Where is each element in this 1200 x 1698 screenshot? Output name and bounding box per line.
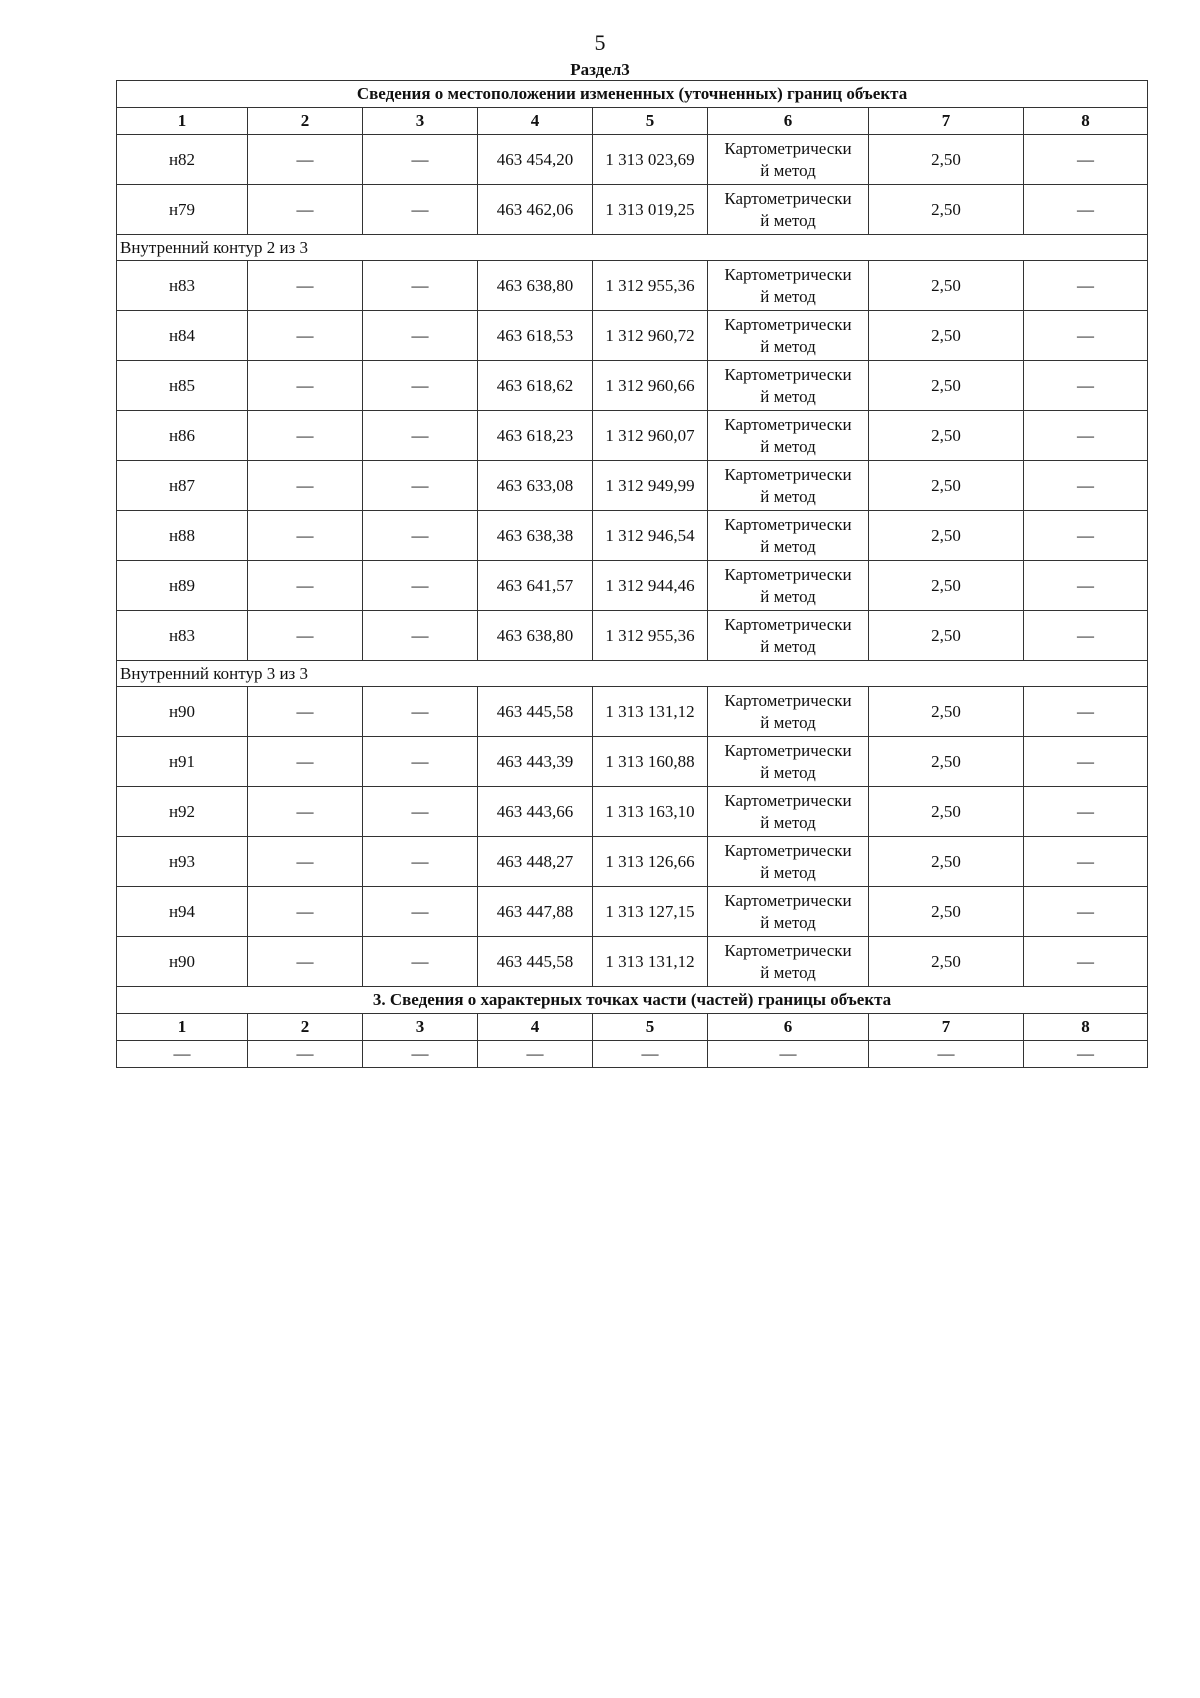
- column-8-cell: —: [1024, 411, 1148, 461]
- table-row: [117, 611, 1148, 661]
- point-name-cell: н84: [117, 311, 248, 361]
- y-coordinate-cell: 1 312 960,72: [593, 311, 708, 361]
- point-name-cell: н83: [117, 261, 248, 311]
- column-8-cell: —: [1024, 687, 1148, 737]
- method-text-line-1: Картометрически: [724, 690, 852, 710]
- y-coordinate-cell: 1 312 946,54: [593, 511, 708, 561]
- column-8-cell: —: [1024, 361, 1148, 411]
- method-text-line-1: Картометрически: [724, 138, 852, 158]
- column-2-cell: —: [248, 135, 363, 185]
- point-name-cell: н86: [117, 411, 248, 461]
- table-2-header-row: [117, 1014, 1148, 1041]
- column-8-cell: —: [1024, 135, 1148, 185]
- method-cell: [708, 461, 869, 511]
- column-8-cell: —: [1024, 737, 1148, 787]
- column-2-cell: —: [248, 937, 363, 987]
- column-3-cell: —: [363, 135, 478, 185]
- method-text-line-2: й метод: [760, 636, 816, 656]
- empty-cell: —: [593, 1041, 708, 1068]
- column-3-cell: —: [363, 787, 478, 837]
- x-coordinate-cell: 463 445,58: [478, 687, 593, 737]
- table-row: [117, 937, 1148, 987]
- column-2-cell: —: [248, 837, 363, 887]
- x-coordinate-cell: 463 618,53: [478, 311, 593, 361]
- method-text-line-2: й метод: [760, 912, 816, 932]
- method-cell: [708, 737, 869, 787]
- point-name-cell: н87: [117, 461, 248, 511]
- method-text-line-1: Картометрически: [724, 890, 852, 910]
- x-coordinate-cell: 463 462,06: [478, 185, 593, 235]
- method-text-line-2: й метод: [760, 160, 816, 180]
- page-number: 5: [594, 30, 606, 55]
- accuracy-cell: 2,50: [869, 611, 1024, 661]
- column-8-cell: —: [1024, 837, 1148, 887]
- method-text-line-1: Картометрически: [724, 940, 852, 960]
- column-header: 3: [363, 1014, 478, 1041]
- column-header: 7: [869, 1014, 1024, 1041]
- y-coordinate-cell: 1 313 126,66: [593, 837, 708, 887]
- x-coordinate-cell: 463 448,27: [478, 837, 593, 887]
- column-3-cell: —: [363, 511, 478, 561]
- empty-cell: —: [1024, 1041, 1148, 1068]
- method-text-line-1: Картометрически: [724, 264, 852, 284]
- x-coordinate-cell: 463 443,39: [478, 737, 593, 787]
- method-text-line-1: Картометрически: [724, 188, 852, 208]
- table-body: [117, 81, 1148, 1068]
- accuracy-cell: 2,50: [869, 787, 1024, 837]
- column-3-cell: —: [363, 361, 478, 411]
- column-8-cell: —: [1024, 185, 1148, 235]
- table-row: [117, 361, 1148, 411]
- method-text-line-1: Картометрически: [724, 564, 852, 584]
- column-header: 8: [1024, 108, 1148, 135]
- point-name-cell: н94: [117, 887, 248, 937]
- method-text-line-2: й метод: [760, 536, 816, 556]
- method-text-line-2: й метод: [760, 486, 816, 506]
- method-text-line-1: Картометрически: [724, 514, 852, 534]
- column-2-cell: —: [248, 261, 363, 311]
- method-cell: [708, 837, 869, 887]
- table-row: [117, 411, 1148, 461]
- accuracy-cell: 2,50: [869, 837, 1024, 887]
- accuracy-cell: 2,50: [869, 687, 1024, 737]
- column-2-cell: —: [248, 561, 363, 611]
- column-2-cell: —: [248, 361, 363, 411]
- table-2-title-cell: 3. Сведения о характерных точках части (частей) границы объекта: [117, 987, 1148, 1014]
- contour-2-row-label: Внутренний контур 2 из 3: [117, 235, 1148, 261]
- column-8-cell: —: [1024, 311, 1148, 361]
- method-text-line-1: Картометрически: [724, 614, 852, 634]
- point-name-cell: н89: [117, 561, 248, 611]
- method-text-line-2: й метод: [760, 812, 816, 832]
- contour-3-row: [117, 661, 1148, 687]
- table-2-title: [117, 987, 1148, 1014]
- column-8-cell: —: [1024, 611, 1148, 661]
- point-name-cell: н90: [117, 937, 248, 987]
- table-1-title: [117, 81, 1148, 108]
- method-text-line-1: Картометрически: [724, 414, 852, 434]
- table-row: [117, 185, 1148, 235]
- method-text-line-2: й метод: [760, 586, 816, 606]
- column-2-cell: —: [248, 887, 363, 937]
- column-2-cell: —: [248, 511, 363, 561]
- method-cell: [708, 687, 869, 737]
- method-text-line-2: й метод: [760, 286, 816, 306]
- column-2-cell: —: [248, 687, 363, 737]
- method-cell: [708, 361, 869, 411]
- column-header: 6: [708, 108, 869, 135]
- column-3-cell: —: [363, 311, 478, 361]
- column-3-cell: —: [363, 461, 478, 511]
- column-header: 1: [117, 108, 248, 135]
- y-coordinate-cell: 1 313 127,15: [593, 887, 708, 937]
- column-header: 1: [117, 1014, 248, 1041]
- column-8-cell: —: [1024, 461, 1148, 511]
- accuracy-cell: 2,50: [869, 737, 1024, 787]
- method-cell: [708, 937, 869, 987]
- table-row: [117, 311, 1148, 361]
- accuracy-cell: 2,50: [869, 937, 1024, 987]
- x-coordinate-cell: 463 445,58: [478, 937, 593, 987]
- method-cell: [708, 311, 869, 361]
- x-coordinate-cell: 463 443,66: [478, 787, 593, 837]
- accuracy-cell: 2,50: [869, 361, 1024, 411]
- column-2-cell: —: [248, 611, 363, 661]
- point-name-cell: н92: [117, 787, 248, 837]
- method-cell: [708, 787, 869, 837]
- column-header: 8: [1024, 1014, 1148, 1041]
- accuracy-cell: 2,50: [869, 261, 1024, 311]
- empty-cell: —: [869, 1041, 1024, 1068]
- y-coordinate-cell: 1 313 019,25: [593, 185, 708, 235]
- column-header: 2: [248, 108, 363, 135]
- method-cell: [708, 511, 869, 561]
- y-coordinate-cell: 1 313 163,10: [593, 787, 708, 837]
- accuracy-cell: 2,50: [869, 185, 1024, 235]
- y-coordinate-cell: 1 312 955,36: [593, 261, 708, 311]
- y-coordinate-cell: 1 312 949,99: [593, 461, 708, 511]
- column-header: 2: [248, 1014, 363, 1041]
- method-text-line-1: Картометрически: [724, 464, 852, 484]
- empty-cell: —: [478, 1041, 593, 1068]
- column-header: 7: [869, 108, 1024, 135]
- accuracy-cell: 2,50: [869, 135, 1024, 185]
- method-cell: [708, 185, 869, 235]
- column-2-cell: —: [248, 461, 363, 511]
- contour-2-row: [117, 235, 1148, 261]
- table-row: [117, 561, 1148, 611]
- table-row: [117, 135, 1148, 185]
- column-8-cell: —: [1024, 511, 1148, 561]
- point-name-cell: н91: [117, 737, 248, 787]
- column-8-cell: —: [1024, 937, 1148, 987]
- x-coordinate-cell: 463 638,80: [478, 611, 593, 661]
- table-row: [117, 511, 1148, 561]
- method-cell: [708, 887, 869, 937]
- method-cell: [708, 411, 869, 461]
- point-name-cell: н88: [117, 511, 248, 561]
- accuracy-cell: 2,50: [869, 561, 1024, 611]
- column-3-cell: —: [363, 411, 478, 461]
- x-coordinate-cell: 463 447,88: [478, 887, 593, 937]
- column-8-cell: —: [1024, 561, 1148, 611]
- table-row: [117, 787, 1148, 837]
- method-text-line-2: й метод: [760, 336, 816, 356]
- table-1-title-cell: Сведения о местоположении измененных (уточненных) границ объекта: [117, 81, 1148, 108]
- table-row: [117, 837, 1148, 887]
- column-header: 5: [593, 1014, 708, 1041]
- method-text-line-1: Картометрически: [724, 840, 852, 860]
- column-header: 4: [478, 108, 593, 135]
- table-row: [117, 261, 1148, 311]
- y-coordinate-cell: 1 313 131,12: [593, 687, 708, 737]
- column-2-cell: —: [248, 185, 363, 235]
- point-name-cell: н79: [117, 185, 248, 235]
- empty-cell: —: [117, 1041, 248, 1068]
- column-header: 4: [478, 1014, 593, 1041]
- column-3-cell: —: [363, 611, 478, 661]
- method-text-line-2: й метод: [760, 712, 816, 732]
- x-coordinate-cell: 463 618,62: [478, 361, 593, 411]
- y-coordinate-cell: 1 312 960,66: [593, 361, 708, 411]
- table-row: [117, 461, 1148, 511]
- column-8-cell: —: [1024, 787, 1148, 837]
- method-text-line-2: й метод: [760, 762, 816, 782]
- table-row: [117, 737, 1148, 787]
- column-8-cell: —: [1024, 261, 1148, 311]
- table-row: [117, 887, 1148, 937]
- method-text-line-2: й метод: [760, 862, 816, 882]
- contour-3-row-label: Внутренний контур 3 из 3: [117, 661, 1148, 687]
- x-coordinate-cell: 463 618,23: [478, 411, 593, 461]
- point-name-cell: н85: [117, 361, 248, 411]
- x-coordinate-cell: 463 641,57: [478, 561, 593, 611]
- method-cell: [708, 261, 869, 311]
- column-3-cell: —: [363, 561, 478, 611]
- x-coordinate-cell: 463 633,08: [478, 461, 593, 511]
- column-header: 3: [363, 108, 478, 135]
- method-text-line-2: й метод: [760, 436, 816, 456]
- column-3-cell: —: [363, 837, 478, 887]
- accuracy-cell: 2,50: [869, 411, 1024, 461]
- x-coordinate-cell: 463 638,80: [478, 261, 593, 311]
- y-coordinate-cell: 1 312 955,36: [593, 611, 708, 661]
- accuracy-cell: 2,50: [869, 461, 1024, 511]
- column-2-cell: —: [248, 787, 363, 837]
- method-cell: [708, 561, 869, 611]
- column-3-cell: —: [363, 887, 478, 937]
- method-text-line-1: Картометрически: [724, 314, 852, 334]
- method-text-line-2: й метод: [760, 386, 816, 406]
- method-text-line-2: й метод: [760, 962, 816, 982]
- y-coordinate-cell: 1 313 023,69: [593, 135, 708, 185]
- empty-cell: —: [708, 1041, 869, 1068]
- column-header: 6: [708, 1014, 869, 1041]
- column-header: 5: [593, 108, 708, 135]
- x-coordinate-cell: 463 454,20: [478, 135, 593, 185]
- column-3-cell: —: [363, 737, 478, 787]
- column-3-cell: —: [363, 937, 478, 987]
- coordinates-table: [116, 80, 1148, 1068]
- accuracy-cell: 2,50: [869, 311, 1024, 361]
- method-cell: [708, 611, 869, 661]
- method-text-line-1: Картометрически: [724, 364, 852, 384]
- x-coordinate-cell: 463 638,38: [478, 511, 593, 561]
- section-title: Раздел3: [570, 60, 630, 79]
- table-1-header-row: [117, 108, 1148, 135]
- point-name-cell: н83: [117, 611, 248, 661]
- table-row: [117, 687, 1148, 737]
- column-2-cell: —: [248, 737, 363, 787]
- accuracy-cell: 2,50: [869, 887, 1024, 937]
- accuracy-cell: 2,50: [869, 511, 1024, 561]
- column-3-cell: —: [363, 261, 478, 311]
- empty-cell: —: [248, 1041, 363, 1068]
- method-text-line-1: Картометрически: [724, 740, 852, 760]
- column-3-cell: —: [363, 687, 478, 737]
- y-coordinate-cell: 1 313 160,88: [593, 737, 708, 787]
- empty-cell: —: [363, 1041, 478, 1068]
- method-text-line-2: й метод: [760, 210, 816, 230]
- point-name-cell: н93: [117, 837, 248, 887]
- method-cell: [708, 135, 869, 185]
- column-3-cell: —: [363, 185, 478, 235]
- point-name-cell: н90: [117, 687, 248, 737]
- point-name-cell: н82: [117, 135, 248, 185]
- table-2-empty-row: [117, 1041, 1148, 1068]
- column-8-cell: —: [1024, 887, 1148, 937]
- column-2-cell: —: [248, 311, 363, 361]
- method-text-line-1: Картометрически: [724, 790, 852, 810]
- y-coordinate-cell: 1 312 960,07: [593, 411, 708, 461]
- column-2-cell: —: [248, 411, 363, 461]
- y-coordinate-cell: 1 313 131,12: [593, 937, 708, 987]
- y-coordinate-cell: 1 312 944,46: [593, 561, 708, 611]
